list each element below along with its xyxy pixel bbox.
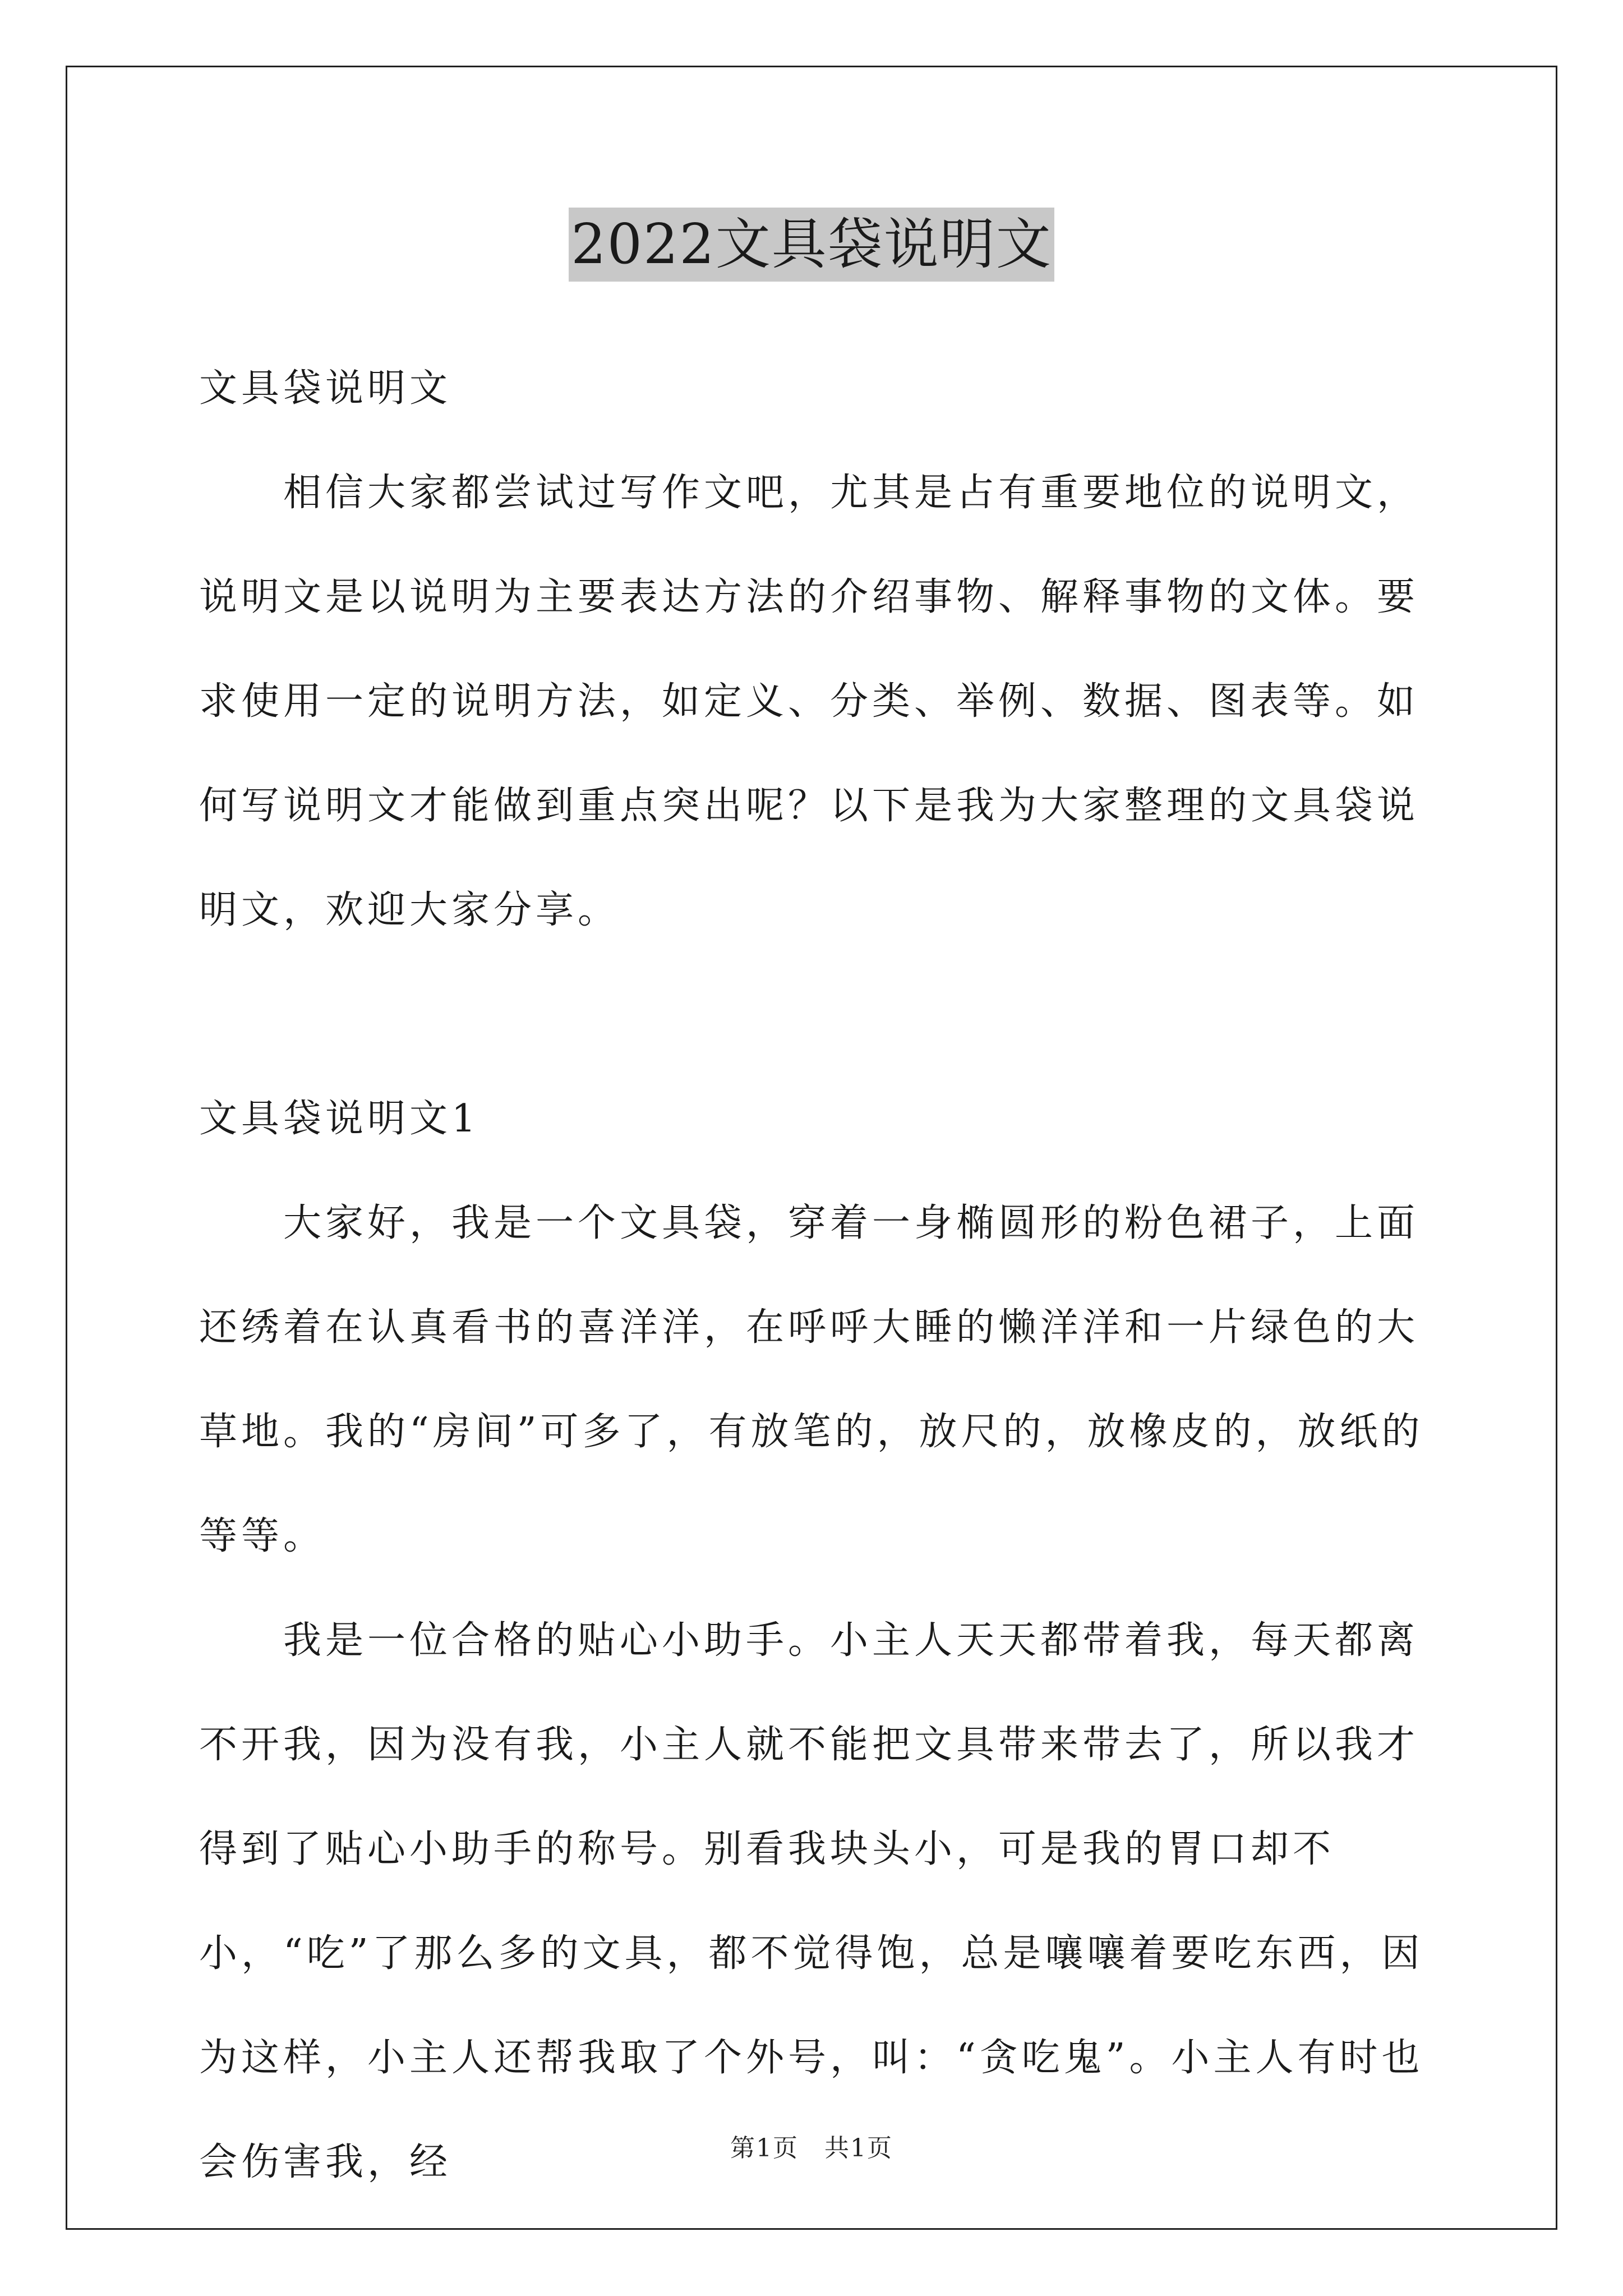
title-container — [0, 208, 1623, 282]
document-body — [199, 337, 1450, 2215]
page-footer: 第1页 共1页 — [730, 2134, 893, 2162]
paragraph: 大家好，我是一个文具袋，穿着一身椭圆形的粉色裙子，上面还绣着在认真看书的喜洋洋，在呼呼大睡的懒洋洋和一片绿色的大草地。我的“房间”可多了，有放笔的，放尺的，放橡皮的，放纸的等等。 — [199, 1201, 1424, 1558]
section-spacer — [199, 963, 1450, 1067]
document-title: 2022文具袋说明文 — [569, 208, 1054, 282]
paragraph: 我是一位合格的贴心小助手。小主人天天都带着我，每天都离不开我，因为没有我，小主人就不能把文具带来带去了，所以我才得到了贴心小助手的称号。别看我块头小，可是我的胃口却不小，“吃”了那么多的文具，都不觉得饱，总是嚷嚷着要吃东西，因为这样，小主人还帮我取了个外号，叫：“贪吃鬼”。小主人有时也会伤害我，经 — [199, 1618, 1424, 2184]
section-heading: 文具袋说明文1 — [199, 1097, 480, 1141]
section-heading: 文具袋说明文 — [199, 366, 452, 411]
paragraph: 相信大家都尝试过写作文吧，尤其是占有重要地位的说明文，说明文是以说明为主要表达方法的介绍事物、解释事物的文体。要求使用一定的说明方法，如定义、分类、举例、数据、图表等。如何写说明文才能做到重点突出呢？以下是我为大家整理的文具袋说明文，欢迎大家分享。 — [199, 471, 1419, 932]
